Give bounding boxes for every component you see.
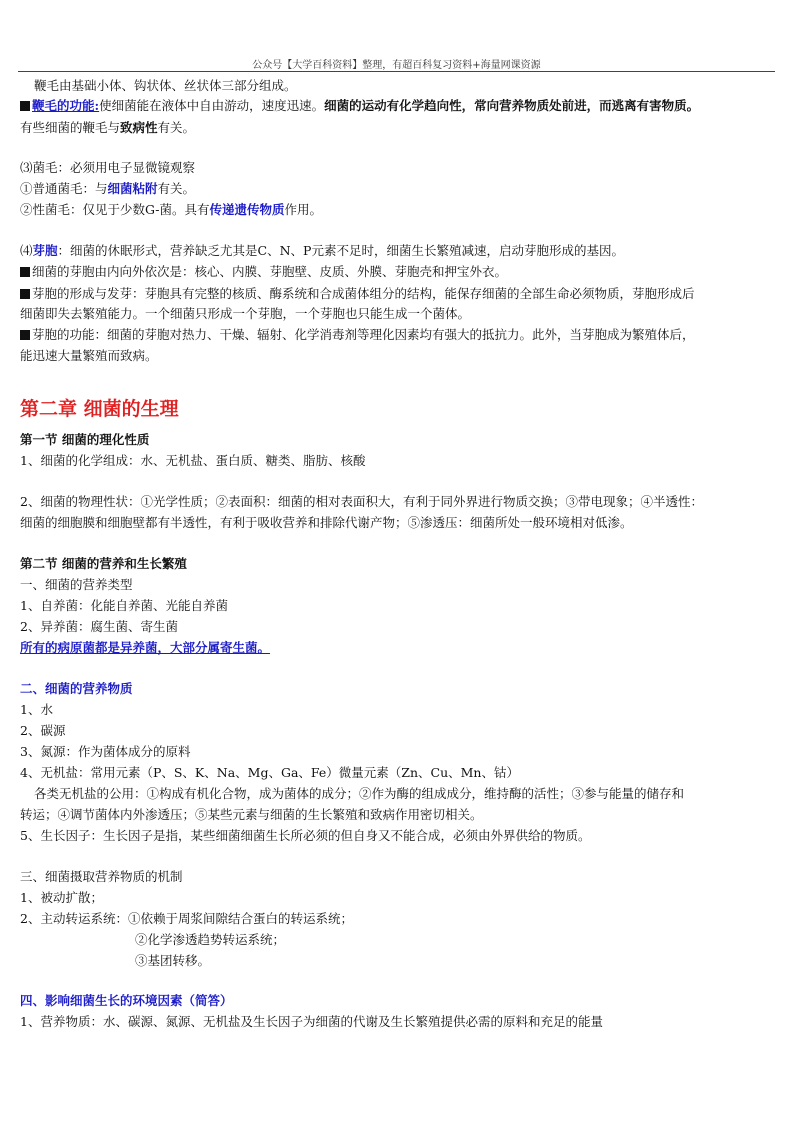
flagellum-chemotaxis: 细菌的运动有化学趋向性，常向营养物质处前进，而逃离有害物质。 xyxy=(324,98,700,113)
flagellum-function-text: 使细菌能在液体中自由游动，速度迅速。 xyxy=(99,98,325,113)
pathogenicity-bold: 致病性 xyxy=(120,120,158,135)
pili-title: ⑶菌毛：必须用电子显微镜观察 xyxy=(20,160,196,175)
spore-def-line xyxy=(20,242,624,260)
nutrient-nitrogen: 3、氮源：作为菌体成分的原料 xyxy=(20,744,191,759)
uptake-active: 2、主动转运系统：①依赖于周浆间隙结合蛋白的转运系统； xyxy=(20,911,353,926)
pili-common-bold: 细菌粘附 xyxy=(107,181,158,196)
pili-common-pre: ①普通菌毛：与 xyxy=(20,181,108,196)
flagellum-function-line xyxy=(20,97,699,115)
uptake-active-2: ②化学渗透趋势转运系统； xyxy=(135,932,286,947)
pili-sex-bold: 传递遗传物质 xyxy=(209,202,285,217)
spore-function-line-1 xyxy=(20,326,695,344)
section1-item2-line2: 细菌的细胞膜和细胞壁都有半透性，有利于吸收营养和排除代谢产物；⑤渗透压：细菌所处一般环境相对低渗。 xyxy=(20,515,633,530)
spore-formation-line-2: 细菌即失去繁殖能力。一个细菌只形成一个芽胞，一个芽胞也只能生成一个菌体。 xyxy=(20,306,471,321)
nutrient-carbon: 2、碳源 xyxy=(20,723,66,738)
nutrients-heading: 二、细菌的营养物质 xyxy=(20,681,133,696)
pili-common-line xyxy=(20,180,195,198)
flagellum-pathogenicity-line xyxy=(20,119,195,137)
spore-title: 芽胞 xyxy=(32,243,58,258)
pili-sex-line xyxy=(20,201,322,219)
env-factors-heading: 四、影响细菌生长的环境因素（简答） xyxy=(20,993,233,1008)
section2-title: 第二节 细菌的营养和生长繁殖 xyxy=(20,556,187,571)
spore-formation-line-1 xyxy=(20,285,695,303)
pathogenicity-pre: 有些细菌的鞭毛与 xyxy=(20,120,121,135)
spore-num: ⑷ xyxy=(20,243,33,258)
spore-formation-1: 芽胞的形成与发芽：芽胞具有完整的核质、酶系统和合成菌体组分的结构，能保存细菌的全部生命必须物质，芽胞形成后 xyxy=(32,286,695,301)
section1-item1: 1、细菌的化学组成：水、无机盐、蛋白质、糖类、脂肪、核酸 xyxy=(20,453,366,468)
chapter-title: 第二章 细菌的生理 xyxy=(20,398,179,420)
spore-layers: 细菌的芽胞由内向外依次是：核心、内膜、芽胞壁、皮质、外膜、芽胞壳和押宝外衣。 xyxy=(32,264,508,279)
flagellum-function-label: 鞭毛的功能: xyxy=(32,98,100,113)
uptake-heading: 三、细菌摄取营养物质的机制 xyxy=(20,869,183,884)
nutrient-water: 1、水 xyxy=(20,702,53,717)
autotroph-line: 1、自养菌：化能自养菌、光能自养菌 xyxy=(20,598,228,613)
bullet-square-icon xyxy=(20,289,30,299)
flagellum-structure: 鞭毛由基础小体、钩状体、丝状体三部分组成。 xyxy=(34,78,297,93)
env-factor-nutrients: 1、营养物质：水、碳源、氮源、无机盐及生长因子为细菌的代谢及生长繁殖提供必需的原料和充足的能量 xyxy=(20,1014,603,1029)
minerals-detail-line1: 各类无机盐的公用：①构成有机化合物，成为菌体的成分；②作为酶的组成成分，维持酶的活性；③参与能量的储存和 xyxy=(34,786,685,801)
bullet-square-icon xyxy=(20,330,30,340)
spore-layers-line xyxy=(20,263,507,281)
nutrition-types-heading: 一、细菌的营养类型 xyxy=(20,577,133,592)
pili-sex-pre: ②性菌毛：仅见于少数G-菌。具有 xyxy=(20,202,210,217)
bullet-square-icon xyxy=(20,267,30,277)
spore-function-line-2: 能迅速大量繁殖而致病。 xyxy=(20,348,158,363)
section1-item2-line1: 2、细菌的物理性状：①光学性质；②表面积：细菌的相对表面积大，有利于同外界进行物质交换；③带电现象；④半透性： xyxy=(20,494,703,509)
nutrient-growth-factor: 5、生长因子：生长因子是指，某些细菌细菌生长所必须的但自身又不能合成，必须由外界供给的物质。 xyxy=(20,828,591,843)
uptake-active-3: ③基团转移。 xyxy=(135,953,211,968)
header-rule xyxy=(18,71,775,72)
pathogenicity-post: 有关。 xyxy=(157,120,196,135)
spore-function-1: 芽胞的功能：细菌的芽胞对热力、干燥、辐射、化学消毒剂等理化因素均有强大的抵抗力。此外，当芽胞成为繁殖体后， xyxy=(32,327,695,342)
bullet-square-icon xyxy=(20,101,30,111)
heterotroph-line: 2、异养菌：腐生菌、寄生菌 xyxy=(20,619,178,634)
pathogen-highlight: 所有的病原菌都是异养菌，大部分属寄生菌。 xyxy=(20,640,271,655)
pili-sex-post: 作用。 xyxy=(284,202,322,217)
spore-def: ：细菌的休眠形式，营养缺乏尤其是C、N、P元素不足时，细菌生长繁殖减速，启动芽胞形成的基因。 xyxy=(57,243,624,258)
pili-common-post: 有关。 xyxy=(157,181,196,196)
nutrient-minerals: 4、无机盐：常用元素（P、S、K、Na、Mg、Ga、Fe）微量元素（Zn、Cu、Mn、钴） xyxy=(20,765,519,780)
section1-title: 第一节 细菌的理化性质 xyxy=(20,432,150,447)
uptake-passive: 1、被动扩散； xyxy=(20,890,103,905)
page-header: 公众号【大学百科资料】整理，有超百科复习资料+海量网课资源 xyxy=(252,60,541,71)
minerals-detail-line2: 转运；④调节菌体内外渗透压；⑤某些元素与细菌的生长繁殖和致病作用密切相关。 xyxy=(20,807,483,822)
